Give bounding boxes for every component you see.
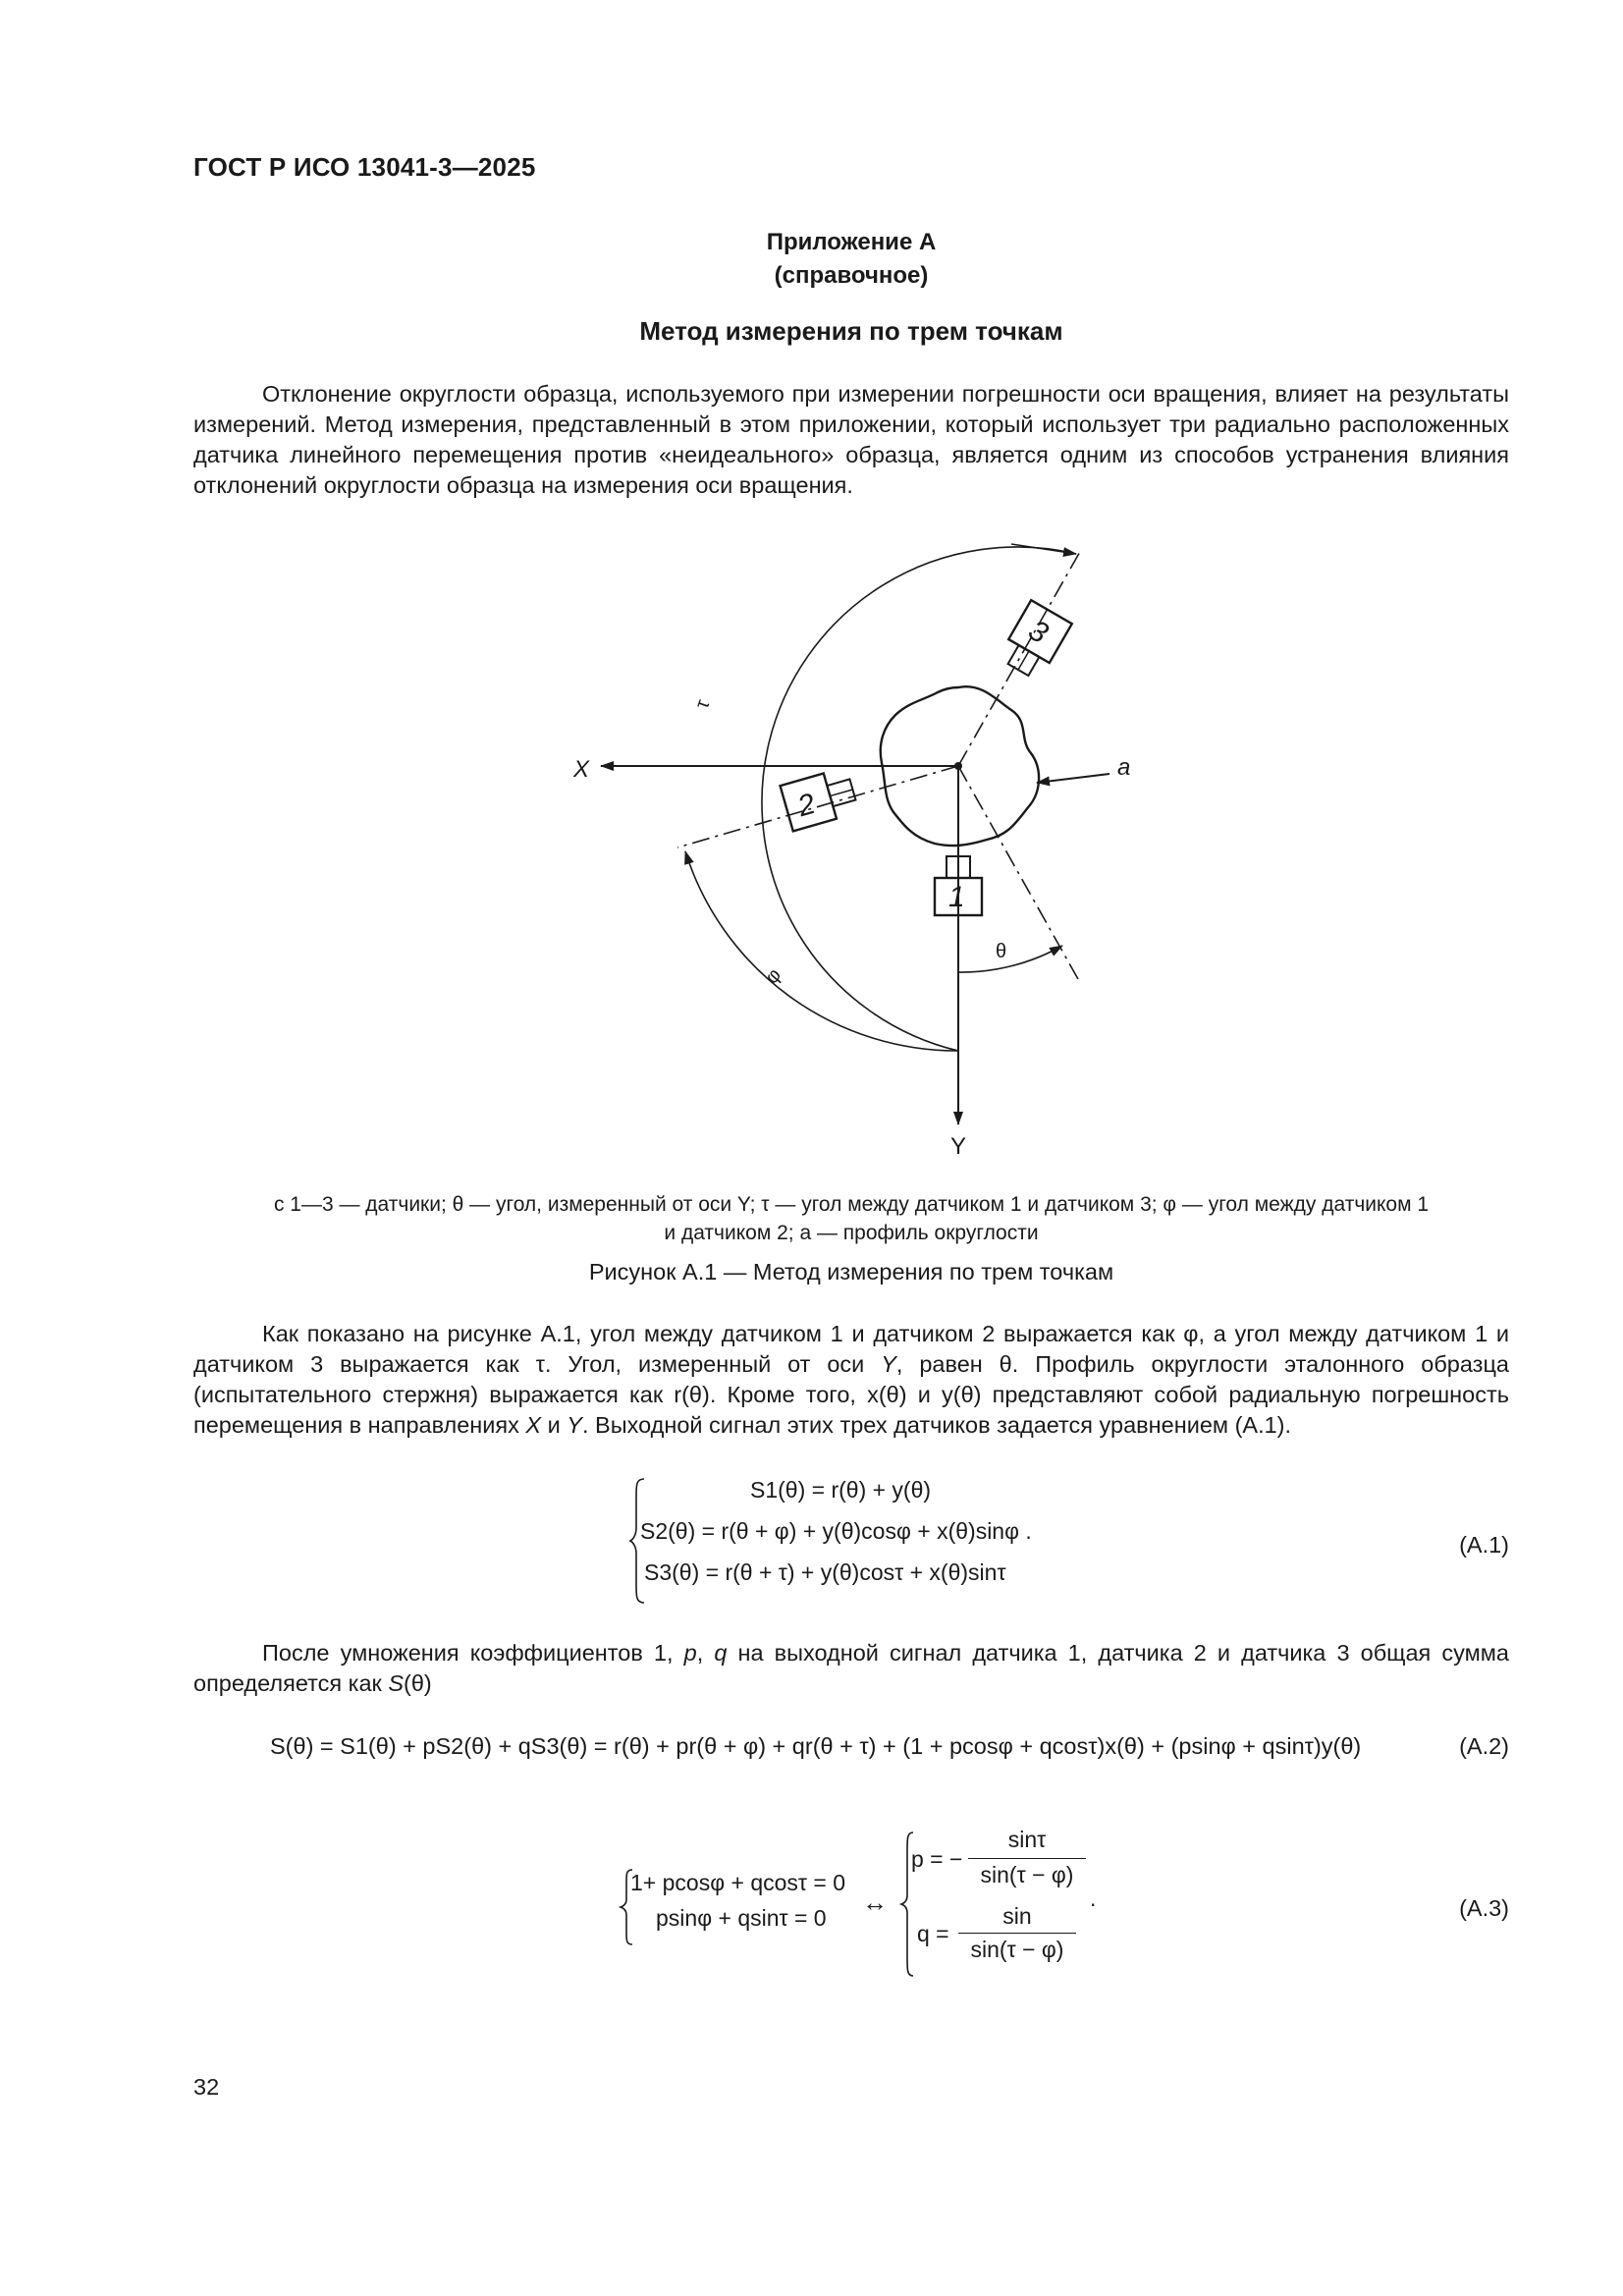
eq-a3-end: . (1090, 1886, 1097, 1911)
eq-a3-left1: 1+ pcosφ + qcosτ = 0 (630, 1870, 845, 1895)
profile-pointer (1037, 774, 1109, 783)
x-axis-label: X (573, 756, 590, 783)
eq-a3-arrow: ↔ (862, 1887, 888, 1917)
eq-a3-q-den: sin(τ − φ) (970, 1937, 1064, 1962)
eq-a3-p-bar (968, 1858, 1086, 1859)
equation-a1-number: (А.1) (1459, 1532, 1509, 1558)
sensor3-label: 3 (1022, 614, 1054, 651)
sensor3-axis (958, 550, 1081, 766)
eq-a1-line2: S2(θ) = r(θ + φ) + y(θ)cosφ + x(θ)sinφ . (640, 1518, 1032, 1544)
profile-label: a (1117, 754, 1131, 781)
sensor1-label: 1 (948, 881, 965, 913)
page-number: 32 (193, 2074, 220, 2100)
intro-text: Отклонение округлости образца, используемого при измерении погрешности оси вращения, влияет на результаты измерений. Метод измерения, представленный в этом приложении, который использует три радиально расположенных датчика линейного перемещения против «неидеального» образца, является одним из способов устранения влияния отклонений округлости образца на измерения оси вращения. (193, 381, 1509, 498)
eq-a3-q-num: sin (1002, 1903, 1032, 1929)
appendix-title: Приложение А (766, 229, 937, 255)
y-axis-label: Y (950, 1133, 967, 1160)
eq-a1-line3: S3(θ) = r(θ + τ) + y(θ)cosτ + x(θ)sinτ (644, 1559, 1006, 1585)
equation-a3 (619, 1827, 1129, 1984)
figure-legend (193, 1190, 1509, 1247)
equation-a2-number: (А.2) (1459, 1733, 1509, 1759)
tau-label: τ (691, 696, 715, 712)
equation-a2: S(θ) = S1(θ) + pS2(θ) + qS3(θ) = r(θ) + pr(θ + φ) + qr(θ + τ) + (1 + pcosφ + qcosτ)x(θ) + (psinφ + qsinτ)y(θ) (270, 1733, 1362, 1759)
eq-a3-left2: psinφ + qsinτ = 0 (656, 1905, 827, 1931)
appendix-subtitle: (справочное) (774, 262, 929, 289)
tau-arrow (1011, 544, 1076, 554)
theta-label: θ (996, 941, 1007, 962)
legend-line2: и датчиком 2; a — профиль округлости (664, 1222, 1039, 1244)
eq-a3-q-lhs: q = (917, 1921, 949, 1946)
sensor2-label: 2 (793, 787, 819, 824)
phi-arc (685, 851, 958, 1051)
legend-line1: с 1—3 — датчики; θ — угол, измеренный от оси Y; τ — угол между датчиком 1 и датчиком 3; φ — угол между датчиком 1 (273, 1193, 1430, 1216)
eq-a3-p-num: sinτ (1007, 1827, 1047, 1852)
theta-arc (958, 946, 1062, 972)
figure-caption: Рисунок А.1 — Метод измерения по трем точкам (588, 1259, 1114, 1285)
body-paragraph-1 (193, 1319, 1509, 1441)
intro-paragraph (193, 379, 1509, 501)
body-text-1: Как показано на рисунке А.1, угол между датчиком 1 и датчиком 2 выражается как φ, а угол между датчиком 1 и датчиком 3 выражается как τ. Угол, измеренный от оси Y, равен θ. Профиль округлости эталонного образца (испытательного стержня) выражается как r(θ). Кроме того, x(θ) и y(θ) представляют собой радиальную погрешность перемещения в направлениях X и Y. Выходной сигнал этих трех датчиков задается уравнением (А.1). (193, 1321, 1509, 1438)
figure-three-point-method (550, 535, 1159, 1174)
appendix-heading (193, 226, 1509, 293)
section-title: Метод измерения по трем точкам (639, 316, 1063, 346)
eq-a3-q-bar (958, 1933, 1076, 1934)
equation-a3-number: (А.3) (1459, 1895, 1509, 1921)
body-paragraph-2 (193, 1638, 1509, 1699)
eq-a1-line1: S1(θ) = r(θ) + y(θ) (750, 1477, 932, 1503)
center-point (954, 762, 962, 770)
document-id: ГОСТ Р ИСО 13041-3—2025 (193, 152, 536, 182)
phi-label: φ (760, 964, 786, 989)
eq-a3-p-den: sin(τ − φ) (980, 1862, 1074, 1887)
eq-a3-p-lhs: p = − (911, 1846, 963, 1872)
body-text-2: После умножения коэффициентов 1, p, q на выходной сигнал датчика 1, датчика 2 и датчика 3 общая сумма определяется как S(θ) (193, 1640, 1509, 1696)
